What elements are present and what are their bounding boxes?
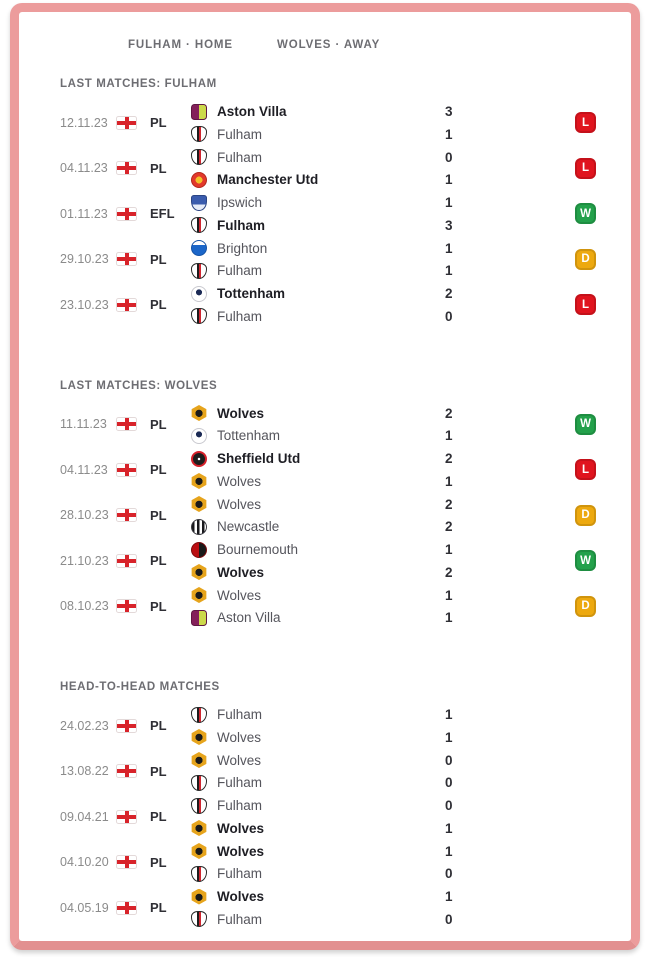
team-score: 1 [445, 473, 453, 489]
match-row[interactable] [60, 146, 598, 192]
wolves-badge-icon [191, 889, 207, 905]
fulham-badge-icon [191, 866, 207, 882]
fulham-badge-icon [191, 149, 207, 165]
match-date: 01.11.23 [60, 206, 108, 221]
england-flag-icon [116, 719, 137, 733]
match-date: 04.11.23 [60, 462, 108, 477]
match-row[interactable] [60, 402, 598, 448]
competition-label: PL [150, 718, 167, 734]
team-score: 3 [445, 217, 453, 233]
team-name: Aston Villa [217, 610, 281, 625]
match-date: 28.10.23 [60, 508, 109, 523]
team-line-away [191, 214, 572, 237]
team-line-away [191, 862, 572, 885]
match-date: 04.11.23 [60, 161, 108, 176]
team-score: 2 [445, 451, 453, 466]
team-score: 1 [445, 195, 453, 210]
team-score: 1 [445, 240, 453, 256]
match-date: 21.10.23 [60, 553, 109, 568]
team-name: Fulham [217, 217, 266, 233]
team-line-home [191, 282, 572, 305]
team-name: Fulham [217, 149, 263, 165]
section-title: LAST MATCHES: FULHAM [60, 78, 217, 90]
match-date: 23.10.23 [60, 297, 109, 312]
team-name: Fulham [217, 308, 263, 324]
team-name: Wolves [217, 564, 265, 580]
content-area [38, 24, 612, 925]
aston-villa-badge-icon [191, 104, 207, 120]
team-score: 2 [445, 405, 453, 421]
team-line-home [191, 191, 572, 214]
team-score: 0 [445, 866, 453, 881]
team-line-home [191, 885, 572, 908]
team-line-away [191, 424, 572, 447]
team-name: Wolves [217, 405, 265, 421]
team-name: Fulham [217, 798, 263, 813]
team-score: 3 [445, 104, 453, 119]
team-score: 2 [445, 519, 453, 534]
team-line-home [191, 584, 572, 607]
aston-villa-badge-icon [191, 610, 207, 626]
competition-label: PL [150, 416, 167, 432]
team-line-away [191, 606, 572, 629]
match-row[interactable] [60, 237, 598, 283]
wolves-badge-icon [191, 752, 207, 768]
team-score: 0 [445, 911, 453, 927]
competition-label: PL [150, 900, 167, 916]
team-score: 1 [445, 729, 453, 745]
england-flag-icon [116, 599, 137, 613]
team-score: 1 [445, 428, 453, 443]
team-score: 1 [445, 820, 453, 836]
england-flag-icon [116, 764, 137, 778]
team-name: Wolves [217, 820, 265, 836]
team-line-home [191, 538, 572, 561]
fulham-badge-icon [191, 217, 207, 233]
team-score: 0 [445, 775, 453, 790]
matches-section [60, 681, 598, 931]
team-line-away [191, 470, 572, 493]
team-line-away [191, 515, 572, 538]
brighton-badge-icon [191, 240, 207, 256]
wolves-badge-icon [191, 564, 207, 580]
matches-section [60, 380, 598, 630]
team-name: Fulham [217, 126, 263, 142]
match-row[interactable] [60, 100, 598, 146]
team-line-home [191, 402, 572, 425]
tottenham-badge-icon [191, 428, 207, 444]
result-badge: W [575, 203, 596, 224]
section-rows [60, 703, 598, 931]
england-flag-icon [116, 855, 137, 869]
teams-header [60, 39, 598, 51]
england-flag-icon [116, 901, 137, 915]
match-date: 29.10.23 [60, 252, 109, 267]
fulham-badge-icon [191, 263, 207, 279]
england-flag-icon [116, 298, 137, 312]
team-score: 1 [445, 610, 453, 625]
section-rows [60, 402, 598, 630]
team-name: Wolves [217, 843, 265, 859]
competition-label: PL [150, 507, 167, 523]
team-score: 0 [445, 798, 453, 813]
team-name: Fulham [217, 707, 263, 722]
bournemouth-badge-icon [191, 542, 207, 558]
match-row[interactable] [60, 493, 598, 539]
competition-label: EFL [150, 206, 175, 222]
match-date: 08.10.23 [60, 599, 109, 614]
team-score: 1 [445, 172, 453, 187]
team-name: Bournemouth [217, 542, 299, 557]
wolves-badge-icon [191, 820, 207, 836]
team-score: 0 [445, 308, 453, 324]
team-name: Wolves [217, 889, 265, 904]
match-date: 04.10.20 [60, 855, 109, 870]
team-name: Ipswich [217, 195, 263, 210]
competition-label: PL [150, 462, 167, 478]
fulham-badge-icon [191, 126, 207, 142]
team-score: 1 [445, 542, 453, 557]
fulham-badge-icon [191, 775, 207, 791]
page-border-frame [10, 3, 640, 950]
england-flag-icon [116, 116, 137, 130]
wolves-badge-icon [191, 587, 207, 603]
team-name: Wolves [217, 729, 262, 745]
team-name: Sheffield Utd [217, 451, 301, 466]
team-line-home [191, 100, 572, 123]
team-score: 1 [445, 843, 453, 859]
matches-section [60, 78, 598, 328]
match-row[interactable] [60, 191, 598, 237]
wolves-badge-icon [191, 405, 207, 421]
team-name: Wolves [217, 473, 262, 489]
match-row[interactable] [60, 840, 598, 886]
team-name: Fulham [217, 911, 263, 927]
england-flag-icon [116, 161, 137, 175]
wolves-badge-icon [191, 843, 207, 859]
team-name: Fulham [217, 263, 263, 278]
competition-label: PL [150, 598, 167, 614]
team-score: 1 [445, 889, 453, 904]
tottenham-badge-icon [191, 286, 207, 302]
result-badge: D [575, 596, 596, 617]
match-row[interactable] [60, 794, 598, 840]
team-name: Aston Villa [217, 104, 287, 119]
competition-label: PL [150, 115, 167, 131]
result-badge: L [575, 294, 596, 315]
england-flag-icon [116, 252, 137, 266]
newcastle-badge-icon [191, 519, 207, 535]
match-row[interactable] [60, 447, 598, 493]
match-row[interactable] [60, 749, 598, 795]
fulham-badge-icon [191, 798, 207, 814]
fulham-badge-icon [191, 911, 207, 927]
fulham-badge-icon [191, 308, 207, 324]
team-score: 2 [445, 496, 453, 512]
team-line-away [191, 168, 572, 191]
team-name: Fulham [217, 866, 263, 881]
fulham-badge-icon [191, 707, 207, 723]
competition-label: PL [150, 763, 167, 779]
competition-label: PL [150, 809, 167, 825]
team-name: Brighton [217, 240, 268, 256]
team-name: Manchester Utd [217, 172, 319, 187]
team-line-home [191, 493, 572, 516]
team-line-away [191, 305, 572, 328]
home-team-label: FULHAM · HOME [128, 39, 233, 51]
match-date: 13.08.22 [60, 764, 109, 779]
section-rows [60, 100, 598, 328]
section-title: LAST MATCHES: WOLVES [60, 379, 218, 392]
sections [60, 78, 598, 931]
england-flag-icon [116, 554, 137, 568]
england-flag-icon [116, 810, 137, 824]
result-badge: D [575, 505, 596, 526]
team-line-home [191, 703, 572, 726]
team-name: Newcastle [217, 519, 280, 534]
team-line-away [191, 771, 572, 794]
team-score: 1 [445, 707, 453, 722]
team-score: 2 [445, 286, 453, 301]
team-score: 0 [445, 752, 453, 768]
match-row[interactable] [60, 584, 598, 630]
team-line-home [191, 794, 572, 817]
result-badge: L [575, 158, 596, 179]
england-flag-icon [116, 417, 137, 431]
team-score: 2 [445, 564, 453, 580]
england-flag-icon [116, 463, 137, 477]
match-row[interactable] [60, 282, 598, 328]
result-badge: L [575, 112, 596, 133]
team-name: Fulham [217, 775, 263, 790]
match-date: 24.02.23 [60, 718, 109, 733]
team-line-away [191, 123, 572, 146]
team-name: Wolves [217, 587, 262, 603]
match-row[interactable] [60, 538, 598, 584]
team-score: 1 [445, 263, 453, 278]
team-line-away [191, 726, 572, 749]
manchester-utd-badge-icon [191, 172, 207, 188]
competition-label: PL [150, 160, 167, 176]
team-line-away [191, 817, 572, 840]
match-date: 09.04.21 [60, 809, 109, 824]
ipswich-badge-icon [191, 195, 207, 211]
team-line-home [191, 237, 572, 260]
team-name: Wolves [217, 496, 262, 512]
result-badge: D [575, 249, 596, 270]
england-flag-icon [116, 207, 137, 221]
team-line-home [191, 146, 572, 169]
team-line-away [191, 259, 572, 282]
competition-label: PL [150, 854, 167, 870]
match-date: 12.11.23 [60, 115, 108, 130]
wolves-badge-icon [191, 729, 207, 745]
sheffield-utd-badge-icon [191, 451, 207, 467]
match-row[interactable] [60, 703, 598, 749]
team-line-home [191, 840, 572, 863]
wolves-badge-icon [191, 473, 207, 489]
competition-label: PL [150, 297, 167, 313]
team-line-away [191, 561, 572, 584]
match-date: 11.11.23 [60, 417, 107, 432]
team-score: 0 [445, 149, 453, 165]
result-badge: L [575, 459, 596, 480]
away-team-label: WOLVES · AWAY [276, 39, 381, 51]
result-badge: W [575, 414, 596, 435]
competition-label: PL [150, 251, 167, 267]
team-line-home [191, 447, 572, 470]
team-score: 1 [445, 126, 453, 142]
team-score: 1 [445, 587, 453, 603]
result-badge: W [575, 550, 596, 571]
section-title: HEAD-TO-HEAD MATCHES [60, 681, 220, 693]
england-flag-icon [116, 508, 137, 522]
team-line-home [191, 749, 572, 772]
team-line-away [191, 908, 572, 931]
team-name: Wolves [217, 752, 262, 768]
wolves-badge-icon [191, 496, 207, 512]
team-name: Tottenham [217, 286, 285, 301]
team-name: Tottenham [217, 428, 281, 443]
match-date: 04.05.19 [60, 900, 109, 915]
match-row[interactable] [60, 885, 598, 931]
competition-label: PL [150, 553, 167, 569]
